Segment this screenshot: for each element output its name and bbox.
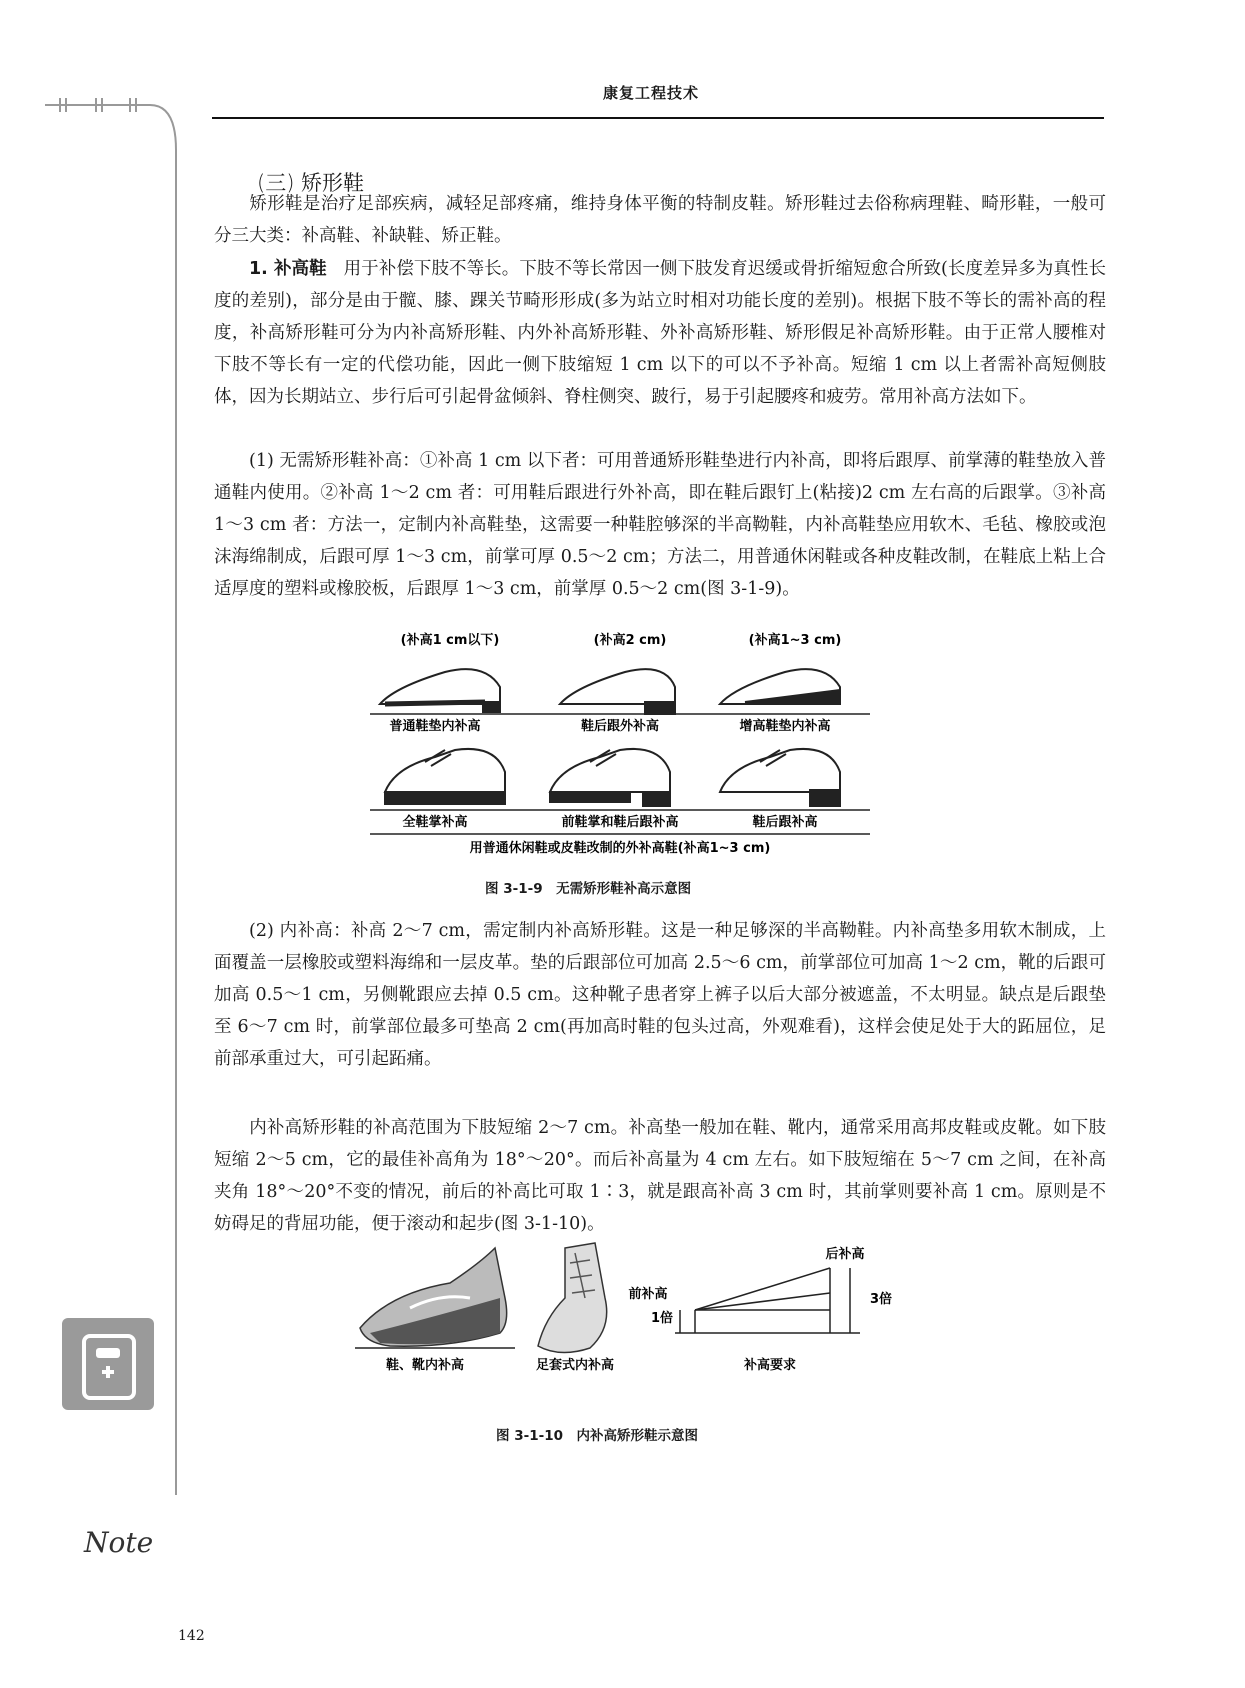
fig1-row1-label-1: 普通鞋垫内补高 bbox=[389, 719, 481, 734]
fig1-row2-label-1: 全鞋掌补高 bbox=[402, 815, 468, 830]
shoe-icon bbox=[560, 669, 675, 714]
fig1-row1-label-2: 鞋后跟外补高 bbox=[580, 719, 660, 734]
heel-height-diagram bbox=[675, 1268, 860, 1333]
paragraph-2: 1. 补高鞋 用于补偿下肢不等长。下肢不等长常因一侧下肢发育迟缓或骨折缩短愈合所致(长度差异多为真性长度的差别)，部分是由于髋、膝、踝关节畸形形成(多为站立时相对功能长度的差别)。根据下肢不等长的需补高的程度，补高矫形鞋可分为内补高矫形鞋、内外补高矫形鞋、外补高矫形鞋、矫形假足补高矫形鞋。由于正常人腰椎对下肢不等长有一定的代偿功能，因此一侧下肢缩短 1 cm 以下的可以不予补高。短缩 1 cm 以上者需补高短侧肢体，因为长期站立、步行后可引起骨盆倾斜、脊柱侧突、跛行，易于引起腰疼和疲劳。常用补高方法如下。 bbox=[214, 259, 1106, 407]
fig1-row2-label-3: 鞋后跟补高 bbox=[752, 815, 818, 830]
fig2-label-1: 鞋、靴内补高 bbox=[385, 1358, 465, 1373]
paragraph-3: (1) 无需矫形鞋补高：①补高 1 cm 以下者：可用普通矫形鞋垫进行内补高，即将后跟厚、前掌薄的鞋垫放入普通鞋内使用。②补高 1～2 cm 者：可用鞋后跟进行外补高，即在鞋后跟钉上(粘接)2 cm 左右高的后跟掌。③补高 1～3 cm 者：方法一，定制内补高鞋垫，这需要一种鞋腔够深的半高靿鞋，内补高鞋垫应用软木、毛毡、橡胶或泡沫海绵制成，后跟可厚 1～3 cm，前掌可厚 0.5～2 cm；方法二，用普通休闲鞋或各种皮鞋改制，在鞋底上粘上合适厚度的塑料或橡胶板，后跟厚 1～3 cm，前掌厚 0.5～2 cm(图 3-1-9)。 bbox=[214, 451, 1106, 599]
three-times-label: 3倍 bbox=[870, 1292, 893, 1307]
running-header: 康复工程技术 bbox=[602, 84, 699, 102]
fig1-top-label-3: (补高1~3 cm) bbox=[748, 633, 842, 648]
paragraph-5: 内补高矫形鞋的补高范围为下肢短缩 2～7 cm。补高垫一般加在鞋、靴内，通常采用高邦皮鞋或皮靴。如下肢短缩 2～5 cm，它的最佳补高角为 18°～20°。而后补高量为 4 cm 左右。如下肢短缩在 5～7 cm 之间，在补高夹角 18°～20°不变的情况，前后的补高比可取 1∶3，就是跟高补高 3 cm 时，其前掌则要补高 1 cm。原则是不妨碍足的背屈功能，便于滚动和起步(图 3-1-10)。 bbox=[214, 1118, 1106, 1234]
header-rule bbox=[212, 117, 1104, 119]
term-heading: 1. 补高鞋 bbox=[249, 259, 327, 279]
section-title: (三) 矫形鞋 bbox=[257, 171, 365, 195]
note-label: Note bbox=[84, 1526, 154, 1559]
fig2-label-2: 足套式内补高 bbox=[535, 1358, 615, 1373]
shoe-icon bbox=[720, 749, 840, 806]
shoe-icon bbox=[385, 749, 505, 804]
note-icon bbox=[62, 1318, 157, 1413]
fig1-top-label-2: (补高2 cm) bbox=[593, 633, 667, 648]
figure-3-1-10 bbox=[350, 1238, 910, 1383]
fig1-top-label-1: (补高1 cm以下) bbox=[400, 633, 500, 648]
fig1-row2-label-2: 前鞋掌和鞋后跟补高 bbox=[561, 815, 679, 830]
boot-icon bbox=[538, 1243, 607, 1353]
shoe-icon bbox=[720, 669, 840, 704]
paragraph-1: 矫形鞋是治疗足部疾病，减轻足部疼痛，维持身体平衡的特制皮鞋。矫形鞋过去俗称病理鞋、畸形鞋，一般可分三大类：补高鞋、补缺鞋、矫正鞋。 bbox=[214, 194, 1106, 246]
page-number: 142 bbox=[178, 1628, 205, 1644]
rear-lift-label: 后补高 bbox=[825, 1247, 865, 1262]
front-lift-label: 前补高 bbox=[628, 1287, 668, 1302]
shoe-icon bbox=[380, 669, 500, 712]
figure-3-1-9-caption: 图 3-1-9 无需矫形鞋补高示意图 bbox=[485, 881, 692, 897]
fig2-label-3: 补高要求 bbox=[743, 1358, 797, 1373]
figure-3-1-9 bbox=[365, 632, 885, 867]
foot-in-shoe-icon bbox=[360, 1248, 507, 1346]
fig1-row1-label-3: 增高鞋垫内补高 bbox=[739, 719, 831, 734]
one-times-label: 1倍 bbox=[650, 1311, 674, 1326]
figure-3-1-10-caption: 图 3-1-10 内补高矫形鞋示意图 bbox=[496, 1428, 698, 1444]
margin-decoration bbox=[0, 0, 200, 1688]
shoe-icon bbox=[550, 749, 670, 806]
paragraph-4: (2) 内补高：补高 2～7 cm，需定制内补高矫形鞋。这是一种足够深的半高靿鞋。内补高垫多用软木制成，上面覆盖一层橡胶或塑料海绵和一层皮革。垫的后跟部位可加高 2.5～6 cm，前掌部位可加高 1～2 cm，靴的后跟可加高 0.5～1 cm，另侧靴跟应去掉 0.5 cm。这种靴子患者穿上裤子以后大部分被遮盖，不太明显。缺点是后跟垫至 6～7 cm 时，前掌部位最多可垫高 2 cm(再加高时鞋的包头过高，外观难看)，这样会使足处于大的跖屈位，足前部承重过大，可引起跖痛。 bbox=[214, 921, 1106, 1069]
fig1-bottom-label: 用普通休闲鞋或皮鞋改制的外补高鞋(补高1~3 cm) bbox=[469, 841, 771, 856]
